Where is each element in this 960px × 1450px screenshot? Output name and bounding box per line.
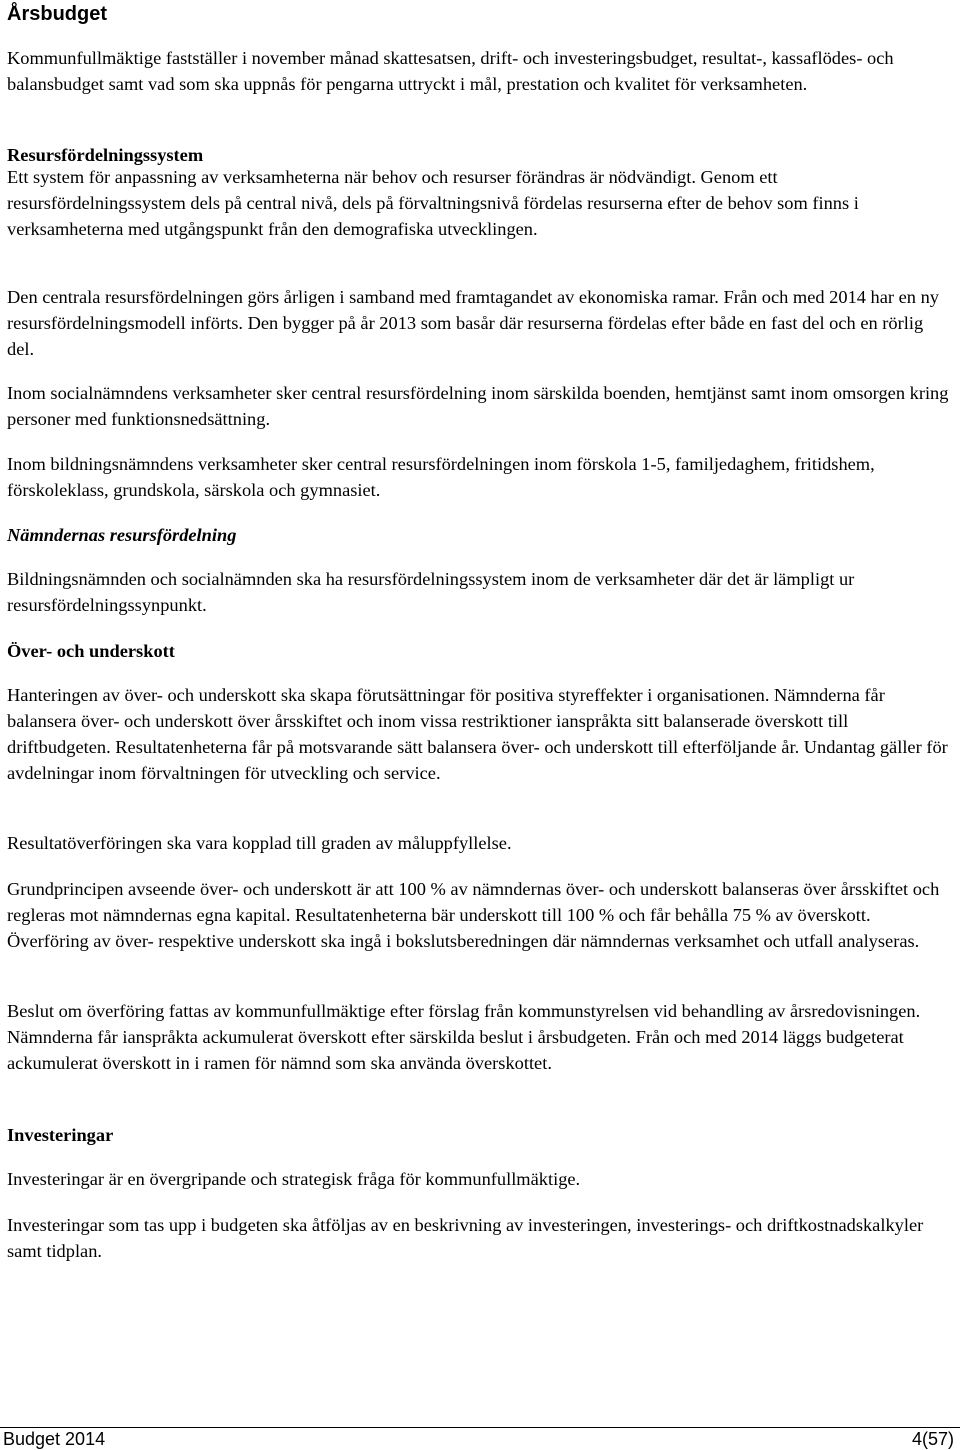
resursfordelning-paragraph-2: Den centrala resursfördelningen görs årligen i samband med framtagandet av ekonomiska ramar. Från och med 2014 har en ny resursfördelningsmodell införts. Den bygger på år 2013 som basår där resurserna fördelas efter både en fast del och en rörlig del.: [7, 287, 939, 359]
namndernas-resursfordelning-paragraph: Bildningsnämnden och socialnämnden ska ha resursfördelningssystem inom de verksamheter där det är lämpligt ur resursfördelningssynpunkt.: [7, 569, 855, 615]
resursfordelning-paragraph-1: Ett system för anpassning av verksamheterna när behov och resurser förändras är nödvändigt. Genom ett resursfördelningssystem dels på central nivå, dels på förvaltningsnivå fördelas resurserna efter de behov som finns i verksamheterna med utgångspunkt från den demografiska utvecklingen.: [7, 167, 859, 239]
intro-paragraph: Kommunfullmäktige fastställer i november månad skattesatsen, drift- och investeringsbudget, resultat-, kassaflödes- och balansbudget samt vad som ska uppnås för pengarna uttryckt i mål, prestation och kvalitet för verksamheten.: [7, 48, 894, 94]
subheading-namndernas-resursfordelning: Nämndernas resursfördelning: [7, 525, 237, 545]
resursfordelning-paragraph-4: Inom bildningsnämndens verksamheter sker central resursfördelningen inom förskola 1-5, familjedaghem, fritidshem, förskoleklass, grundskola, särskola och gymnasiet.: [7, 454, 875, 500]
investeringar-paragraph-2: Investeringar som tas upp i budgeten ska åtföljas av en beskrivning av investeringen, investerings- och driftkostnadskalkyler samt tidplan.: [7, 1215, 924, 1261]
heading-over-och-underskott: Över- och underskott: [7, 641, 175, 661]
resursfordelning-paragraph-3: Inom socialnämndens verksamheter sker central resursfördelning inom särskilda boenden, hemtjänst samt inom omsorgen kring personer med funktionsnedsättning.: [7, 383, 949, 429]
overskott-paragraph-2: Resultatöverföringen ska vara kopplad till graden av måluppfyllelse.: [7, 833, 512, 853]
overskott-paragraph-1: Hanteringen av över- och underskott ska skapa förutsättningar för positiva styreffekter i organisationen. Nämnderna får balansera över- och underskott över årsskiftet och inom vissa restriktioner ianspråkta sitt balanserade överskott till driftbudgeten. Resultatenheterna får på motsvarande sätt balansera över- och underskott till efterföljande år. Undantag gäller för avdelningar inom förvaltningen för utveckling och service.: [7, 685, 948, 783]
heading-investeringar: Investeringar: [7, 1125, 114, 1145]
heading-resursfordelningssystem: Resursfördelningssystem: [7, 145, 204, 165]
footer-page-number: 4(57): [911, 1429, 954, 1449]
footer-document-name: Budget 2014: [3, 1429, 106, 1449]
document-title: Årsbudget: [7, 3, 107, 25]
overskott-paragraph-4: Beslut om överföring fattas av kommunfullmäktige efter förslag från kommunstyrelsen vid behandling av årsredovisningen. Nämnderna får ianspråkta ackumulerat överskott efter särskilda beslut i årsbudgeten. Från och med 2014 läggs budgeterat ackumulerat överskott in i ramen för nämnd som ska använda överskottet.: [7, 1001, 921, 1073]
overskott-paragraph-3: Grundprincipen avseende över- och underskott är att 100 % av nämndernas över- och underskott balanseras över årsskiftet och regleras mot nämndernas egna kapital. Resultatenheterna bär underskott till 100 % och får behålla 75 % av överskott. Överföring av över- respektive underskott ska ingå i bokslutsberedningen där nämndernas verksamhet och utfall analyseras.: [7, 879, 940, 951]
footer-divider: [0, 1427, 960, 1428]
investeringar-paragraph-1: Investeringar är en övergripande och strategisk fråga för kommunfullmäktige.: [7, 1169, 581, 1189]
